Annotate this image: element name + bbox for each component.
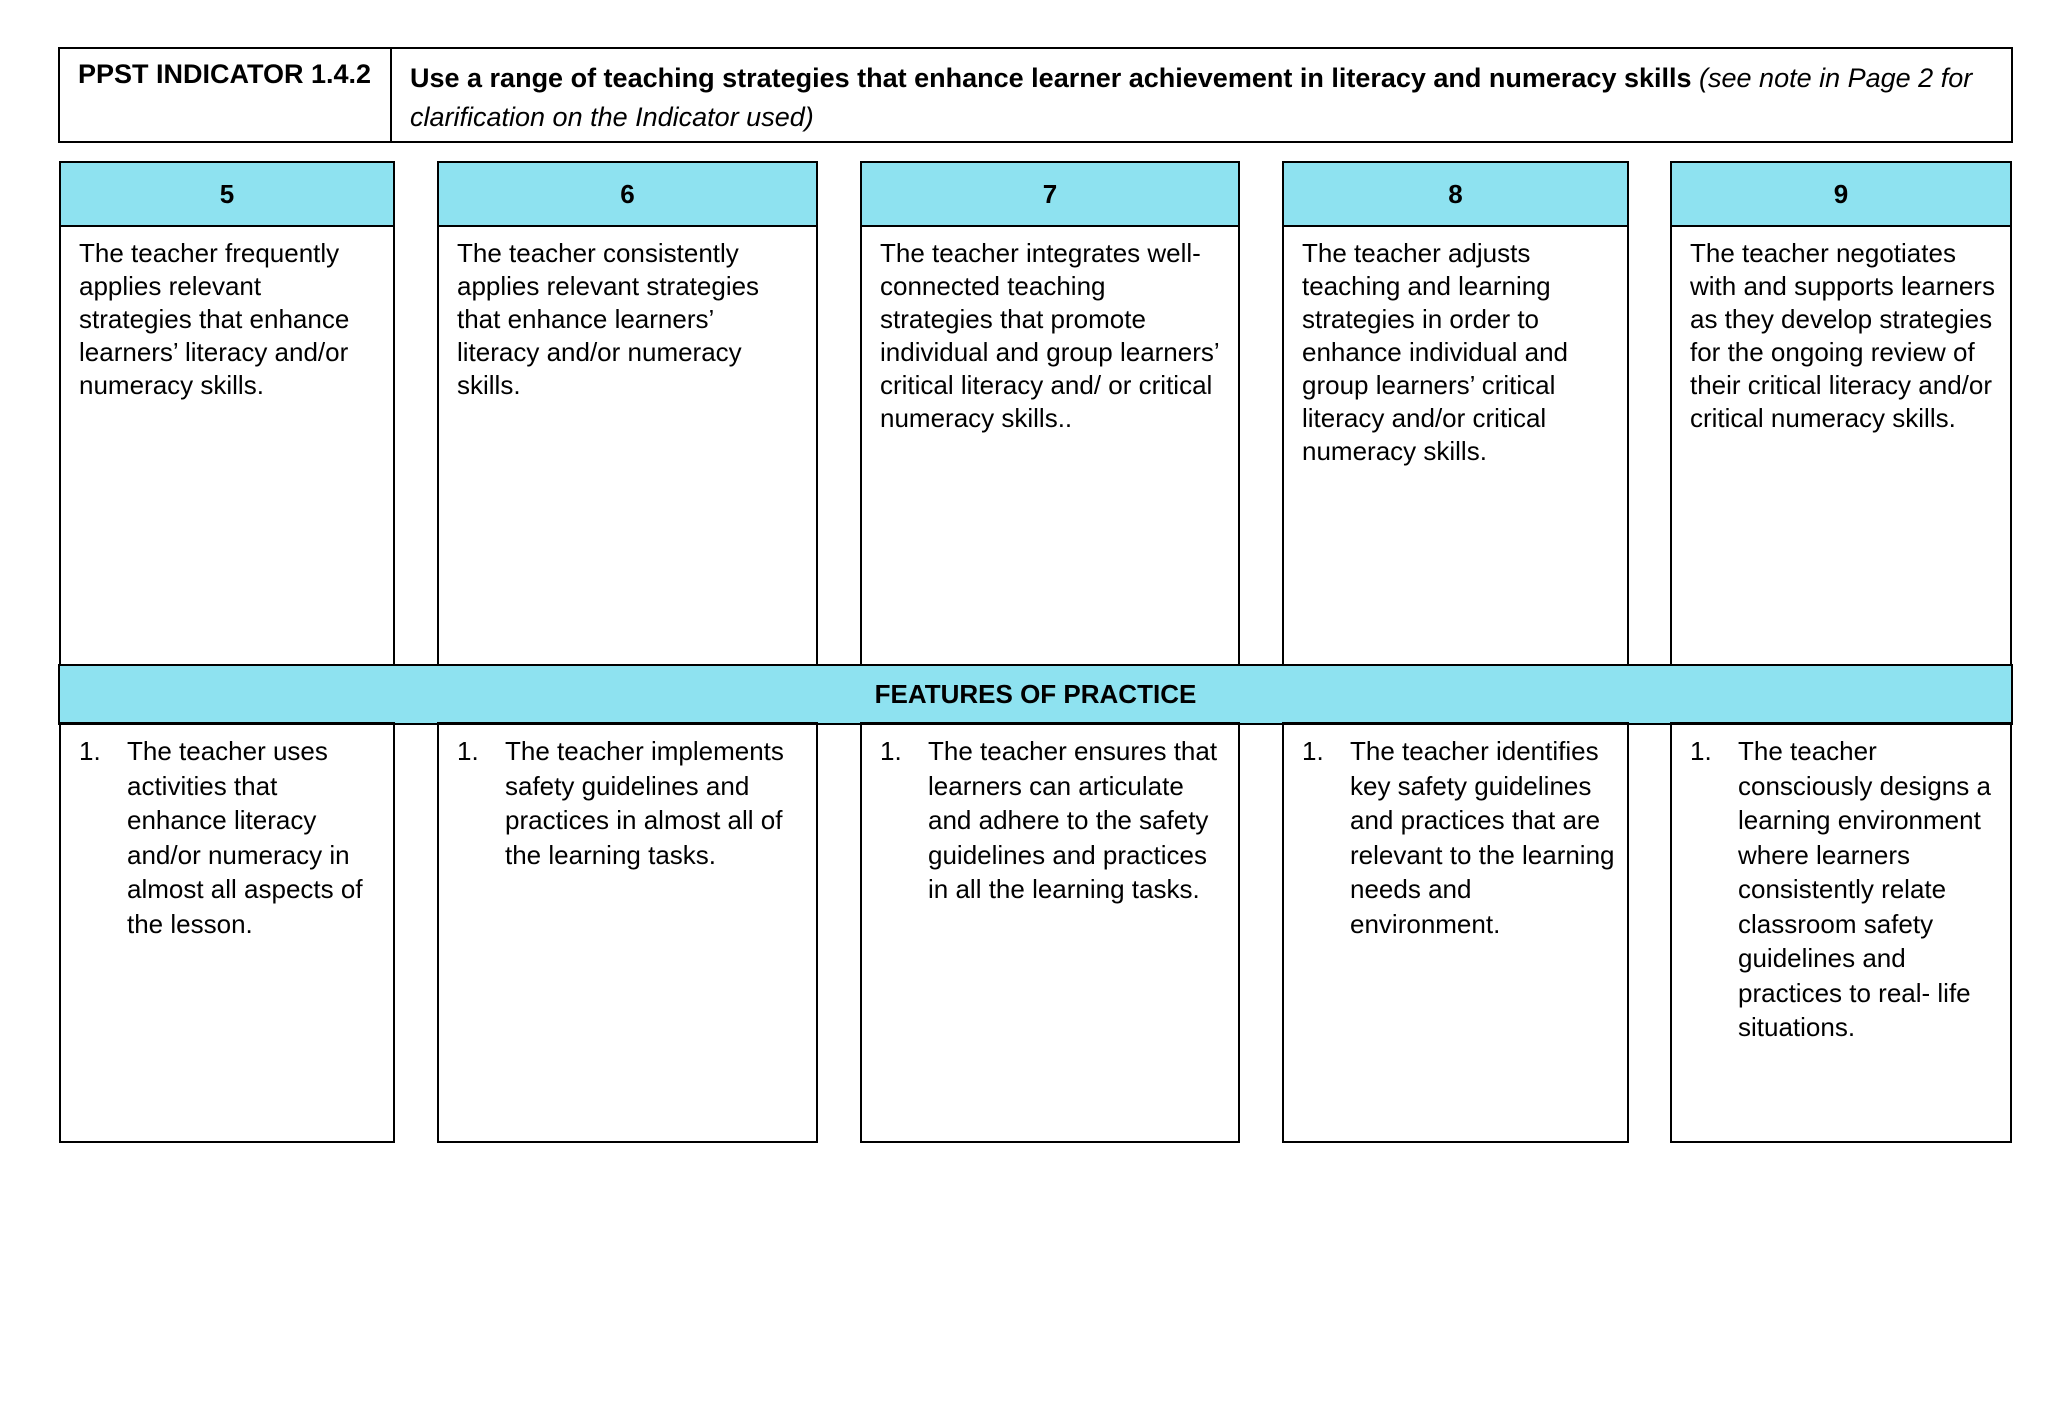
level-column-8	[1282, 161, 1629, 666]
feature-text: The teacher ensures that learners can articulate and adhere to the safety guidelines and practices in all the learning tasks.	[928, 736, 1218, 904]
feature-number: 1.	[457, 736, 479, 766]
level-header: 8	[1284, 163, 1627, 227]
indicator-table	[58, 47, 2013, 143]
level-column-9	[1670, 161, 2012, 666]
indicator-note: (see note in Page 2 for clarification on the Indicator used)	[410, 63, 1973, 132]
level-description: The teacher negotiates with and supports learners as they develop strategies for the ongoing review of their critical literacy and/or critical numeracy skills.	[1690, 238, 1995, 433]
feature-item	[439, 724, 816, 872]
level-column-6	[437, 161, 818, 666]
level-column-5	[59, 161, 395, 666]
feature-column-7	[860, 722, 1240, 1143]
feature-item	[862, 724, 1238, 907]
level-description: The teacher integrates well-connected teaching strategies that promote individual and group learners’ critical literacy and/ or critical numeracy skills..	[880, 238, 1219, 433]
indicator-statement: Use a range of teaching strategies that enhance learner achievement in literacy and numeracy skills	[410, 63, 1692, 93]
feature-number: 1.	[79, 736, 101, 766]
feature-text: The teacher consciously designs a learning environment where learners consistently relate classroom safety guidelines and practices to real- life situations.	[1738, 736, 1991, 1042]
indicator-label: PPST INDICATOR 1.4.2	[60, 49, 392, 141]
feature-column-8	[1282, 722, 1629, 1143]
feature-number: 1.	[1302, 736, 1324, 766]
features-of-practice-header: FEATURES OF PRACTICE	[58, 664, 2013, 725]
level-column-7	[860, 161, 1240, 666]
feature-text: The teacher identifies key safety guidelines and practices that are relevant to the learning needs and environment.	[1350, 736, 1615, 939]
level-description: The teacher consistently applies relevant strategies that enhance learners’ literacy and/or numeracy skills.	[457, 238, 760, 400]
level-description: The teacher frequently applies relevant strategies that enhance learners’ literacy and/or numeracy skills.	[79, 238, 350, 400]
feature-number: 1.	[880, 736, 902, 766]
feature-item	[1284, 724, 1627, 941]
indicator-text	[392, 49, 2011, 141]
feature-text: The teacher implements safety guidelines and practices in almost all of the learning tasks.	[505, 736, 784, 870]
feature-item	[61, 724, 393, 941]
level-description: The teacher adjusts teaching and learning strategies in order to enhance individual and group learners’ critical literacy and/or critical numeracy skills.	[1302, 238, 1568, 466]
feature-item	[1672, 724, 2010, 1045]
feature-number: 1.	[1690, 736, 1712, 766]
level-header: 9	[1672, 163, 2010, 227]
level-header: 7	[862, 163, 1238, 227]
feature-column-9	[1670, 722, 2012, 1143]
feature-column-6	[437, 722, 818, 1143]
feature-text: The teacher uses activities that enhance literacy and/or numeracy in almost all aspects of the lesson.	[127, 736, 363, 939]
feature-column-5	[59, 722, 395, 1143]
level-header: 6	[439, 163, 816, 227]
level-header: 5	[61, 163, 393, 227]
